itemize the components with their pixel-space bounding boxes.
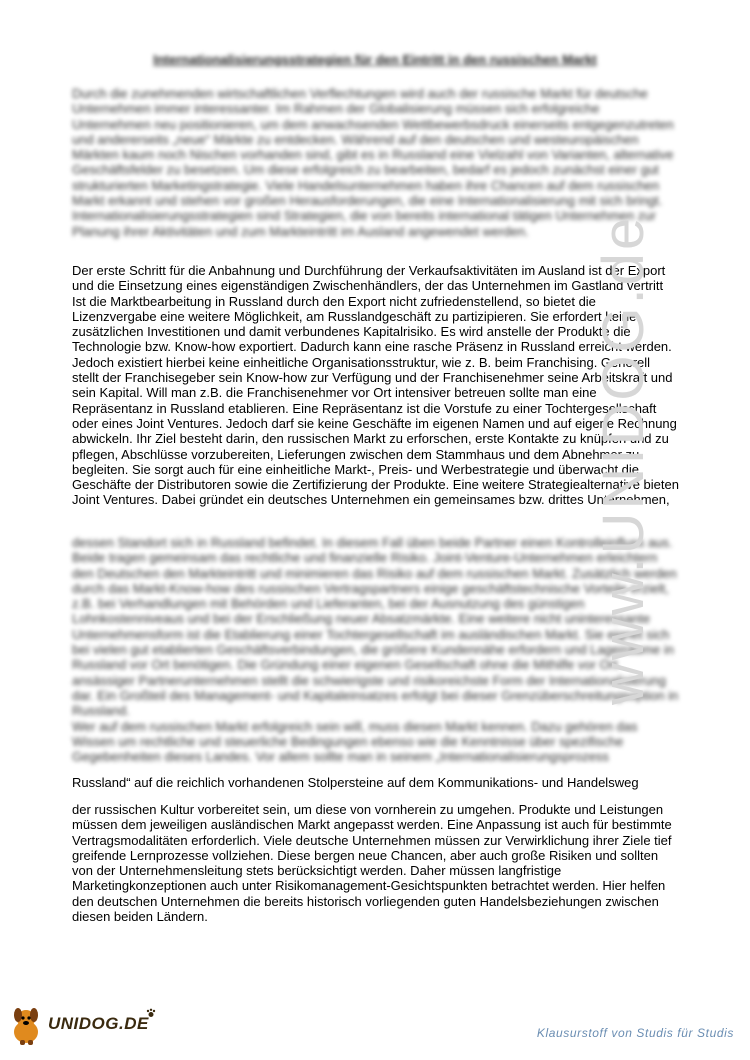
blurred-middle-text: dessen Standort sich in Russland befindet. In diesem Fall üben beide Partner einen Kontrolleinfluss aus. Beide tragen gemeinsam das rechtliche und finanzielle Risiko. Joint-Venture-Unternehmen erleichtern den Deutschen den Markteintritt und minimieren das Risiko auf dem russischen Markt. Zusätzlich werden durch das Markt-Know-how des russischen Vertragspartners einige geschäftstechnische Vorteile erzielt, z.B. bei Verhandlungen mit Behörden und Lieferanten, bei der Ausnutzung des günstigen Lohnkostenniveaus und bei der Erschließung neuer Absatzmärkte. Eine weitere nicht uninteressante Unternehmensform ist die Etablierung einer Tochtergesellschaft im ausländischen Markt. Sie eignet sich bei vielen gut etablierten Geschäftsverbindungen, die größere Kundennähe erfordern und Lagerräume in Russland vor Ort benötigen. Die Gründung einer eigenen Gesellschaft ohne die Mithilfe vor Ort ansässiger Partnerunternehmen stellt die schwierigste und risikoreichste Form der Internationalisierung dar. Ein Großteil des Management- und Kapitaleinsatzes erfolgt bei dieser Grenzüberschreitungsoption in Russland.: [72, 535, 679, 719]
paw-print-icon: [146, 1008, 156, 1018]
watermark-text: www.UNIDOG.de: [591, 214, 656, 705]
paragraph-1-text: Der erste Schritt für die Anbahnung und Durchführung der Verkaufsaktivitäten im Ausland ist der Export und die Einsetzung eines eigenständigen Zwischenhändlers, der das Unternehmen im Gastland vertritt Ist die Marktbearbeitung in Russland durch den Export nicht zufriedenstellend, so bietet die Lizenzvergabe eine weitere Möglichkeit, am Russlandgeschäft zu partizipieren. Sie erfordert keine zusätzlichen Investitionen und damit verbundenes Kapitalrisiko. Es wird anstelle der Produkte die Technologie bzw. Know-how exportiert. Dadurch kann eine rasche Präsenz in Russland erreicht werden. Jedoch existiert hierbei keine einheitliche Organisationsstruktur, wie z. B. beim Franchising. Generell stellt der Franchisegeber sein Know-how zur Verfügung und der Franchisenehmer seine Arbeitskraft und sein Kapital. Will man z.B. die Franchisenehmer vor Ort intensiver betreuen sollte man eine Repräsentanz in Russland etablieren. Eine Repräsentanz ist die Vorstufe zu einer Tochtergesellschaft oder eines Joint Ventures. Jedoch darf sie keine Geschäfte im eigenen Namen und auf eigene Rechnung abwickeln. Ihr Ziel besteht darin, den russischen Markt zu erforschen, erste Kontakte zu knüpfen und zu pflegen, Abschlüsse vorzubereiten, Lieferungen zwischen dem Stammhaus und dem Abnehmer zu begleiten. Sie sorgt auch für eine einheitliche Markt-, Preis- und Werbestrategie und überwacht die Geschäfte der Distributoren sowie die Zertifizierung der Produkte. Eine weitere Strategiealternative bieten Joint Ventures. Dabei gründet ein deutsches Unternehmen ein gemeinsames bzw. drittes Unternehmen,: [72, 263, 679, 508]
cut-line-text: Russland“ auf die reichlich vorhandenen Stolpersteine auf dem Kommunikations- und Handelsweg: [72, 775, 639, 790]
visible-paragraph-2: [72, 802, 680, 924]
visible-paragraph-1: [72, 263, 680, 508]
blurred-middle-paragraph: [72, 535, 680, 764]
document-title: Internationalisierungsstrategien für den Eintritt in den russischen Markt: [153, 52, 597, 67]
paragraph-2-text: der russischen Kultur vorbereitet sein, um diese von vornherein zu umgehen. Produkte und Leistungen müssen dem jeweiligen ausländischen Markt angepasst werden. Eine Anpassung ist auch für bestimmte Vertragsmodalitäten erforderlich. Viele deutsche Unternehmen müssen zur Verwirklichung ihrer Ziele tief greifende Lernprozesse vollziehen. Diese bergen neue Chancen, aber auch große Risiken und sollten von der Unternehmensleitung stets berücksichtigt werden. Daher müssen langfristige Marketingkonzeptionen auch unter Risikomanagement-Gesichtspunkten betrachtet werden. Hier helfen den deutschen Unternehmen die bereits historisch vorliegenden guten Handelsbeziehungen zwischen diesen beiden Ländern.: [72, 802, 672, 925]
dog-mascot-icon: [8, 1006, 44, 1046]
blurred-intro-text: Durch die zunehmenden wirtschaftlichen Verflechtungen wird auch der russische Markt für deutsche Unternehmen immer interessanter. Im Rahmen der Globalisierung müssen sich erfolgreiche Unternehmen neu positionieren, um dem anwachsenden Wettbewerbsdruck einerseits entgegenzutreten und andererseits „neue“ Märkte zu entdecken. Während auf den deutschen und westeuropäischen Märkten kaum noch Nischen vorhanden sind, gibt es in Russland eine Vielzahl von Varianten, alternative Geschäftsfelder zu besetzen. Um diese erfolgreich zu bearbeiten, bedarf es jedoch zunächst einer gut strukturierten Marketingstrategie. Viele Handelsunternehmen haben ihre Chancen auf dem russischen Markt erkannt und stehen vor großen Herausforderungen, die eine Internationalisierung mit sich bringt. Internationalisierungsstrategien sind Strategien, die von bereits international tätigen Unternehmen zur Planung ihrer Aktivitäten und zum Markteintritt im Ausland angewendet werden.: [72, 86, 674, 239]
unidog-logo[interactable]: [8, 1006, 158, 1046]
blurred-intro-paragraph: [72, 86, 680, 239]
blurred-lead-text: Wer auf dem russischen Markt erfolgreich sein will, muss diesen Markt kennen. Dazu gehören das Wissen um rechtliche und steuerliche Bedingungen ebenso wie die Kenntnisse über spezifische Gegebenheiten dieses Landes. Vor allem sollte man in seinem „Internationalisierungsprozess: [72, 718, 638, 765]
logo-text: UNIDOG.DE: [48, 1014, 149, 1033]
partially-visible-line: [72, 775, 680, 790]
footer-tagline: Klausurstoff von Studis für Studis: [536, 1026, 734, 1040]
